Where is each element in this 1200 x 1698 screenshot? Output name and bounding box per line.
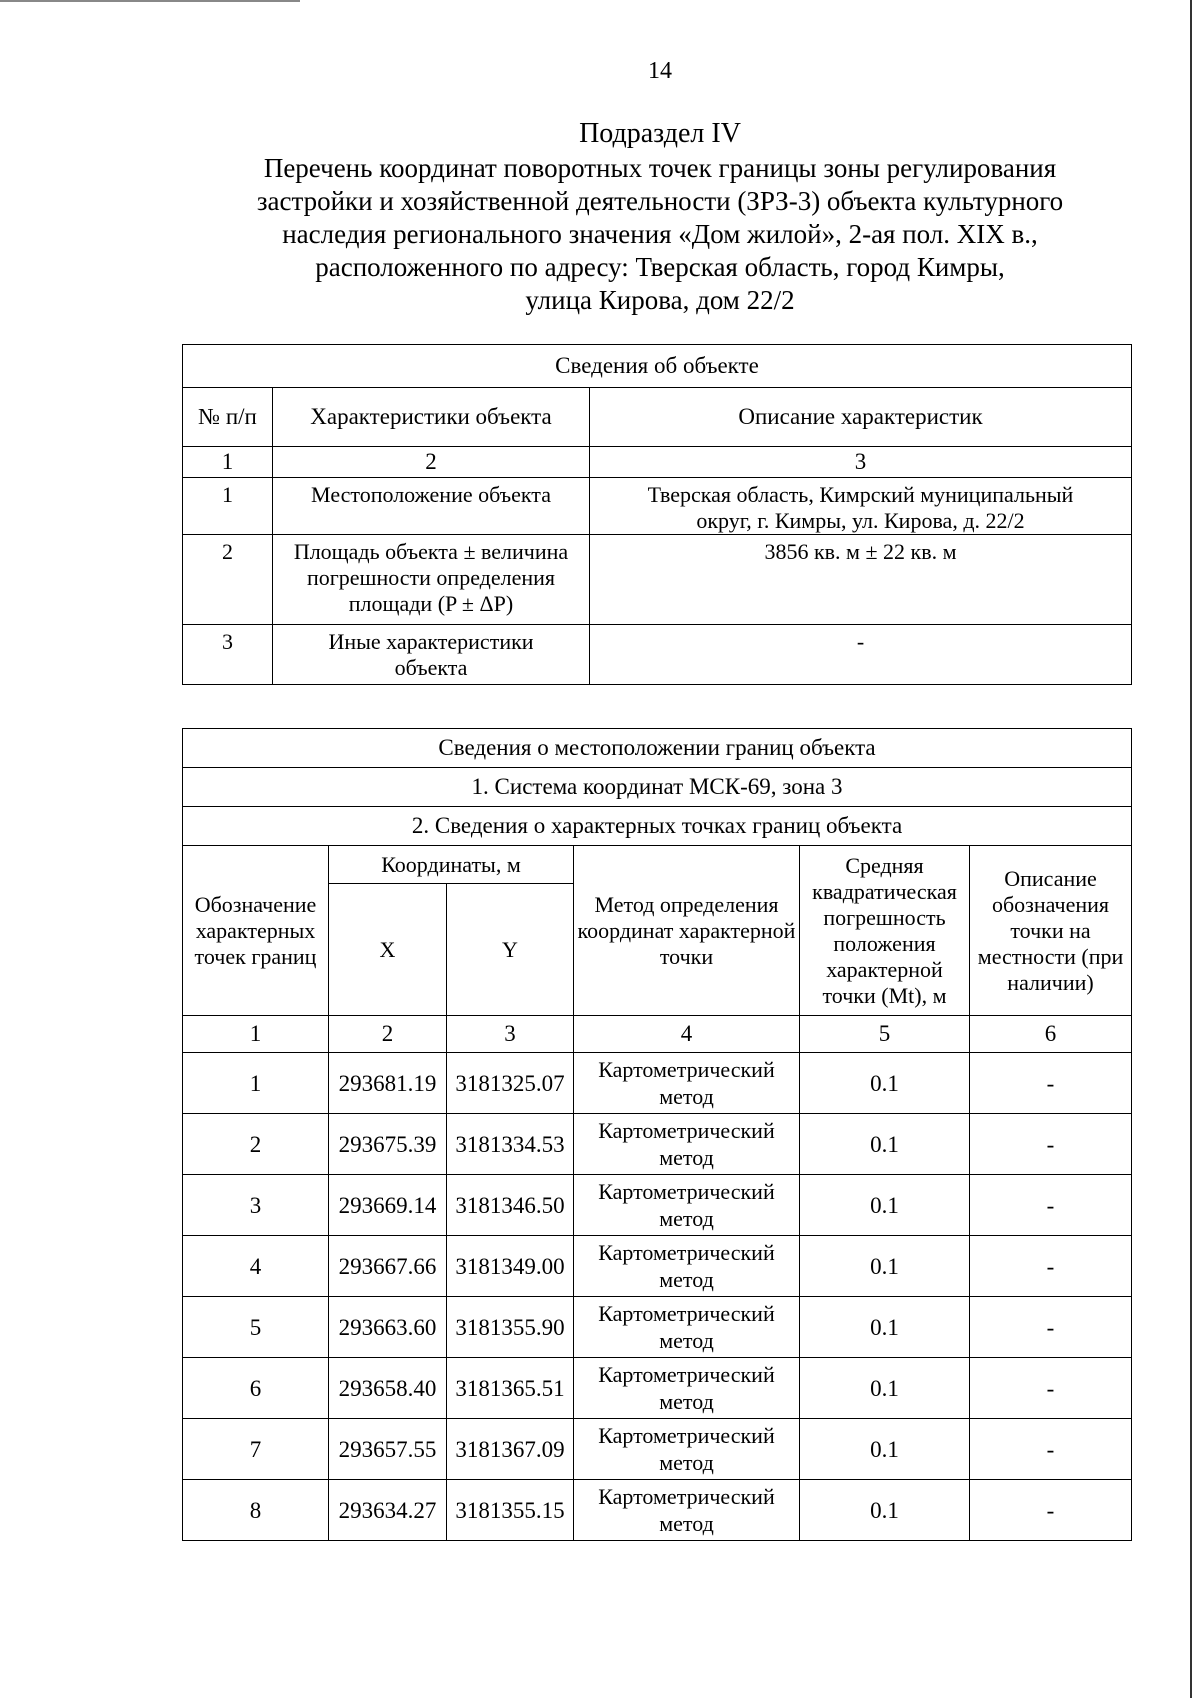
point-number: 2 [183, 1114, 329, 1175]
table-row [183, 1114, 1132, 1175]
point-y: 3181349.00 [447, 1236, 574, 1297]
point-description: - [970, 1358, 1132, 1419]
point-error: 0.1 [800, 1419, 970, 1480]
table-row [183, 1419, 1132, 1480]
scan-edge-top [0, 0, 300, 2]
point-y: 3181334.53 [447, 1114, 574, 1175]
point-x: 293675.39 [329, 1114, 447, 1175]
header-x: X [329, 884, 447, 1016]
point-y: 3181355.15 [447, 1480, 574, 1541]
point-method: Картометрический метод [574, 1114, 800, 1175]
point-x: 293634.27 [329, 1480, 447, 1541]
point-description: - [970, 1297, 1132, 1358]
page-number: 14 [648, 58, 672, 84]
table-row [183, 478, 1132, 535]
point-method: Картометрический метод [574, 1480, 800, 1541]
point-y: 3181365.51 [447, 1358, 574, 1419]
scan-edge-right [1190, 0, 1192, 1698]
row-number: 2 [183, 535, 273, 625]
row-description: Тверская область, Кимрский муниципальный округ, г. Кимры, ул. Кирова, д. 22/2 [590, 478, 1132, 535]
point-x: 293669.14 [329, 1175, 447, 1236]
point-error: 0.1 [800, 1358, 970, 1419]
point-number: 8 [183, 1480, 329, 1541]
point-x: 293681.19 [329, 1053, 447, 1114]
point-error: 0.1 [800, 1480, 970, 1541]
point-number: 7 [183, 1419, 329, 1480]
point-x: 293658.40 [329, 1358, 447, 1419]
point-description: - [970, 1114, 1132, 1175]
points-caption: 2. Сведения о характерных точках границ объекта [183, 807, 1132, 846]
coordinates-table [182, 728, 1132, 1541]
point-number: 5 [183, 1297, 329, 1358]
header-point-description: Описание обозначения точки на местности (при наличии) [970, 846, 1132, 1016]
header-number: № п/п [183, 388, 273, 447]
point-description: - [970, 1236, 1132, 1297]
point-error: 0.1 [800, 1236, 970, 1297]
point-error: 0.1 [800, 1114, 970, 1175]
header-description: Описание характеристик [590, 388, 1132, 447]
column-number: 4 [574, 1016, 800, 1053]
column-number: 3 [447, 1016, 574, 1053]
header-method: Метод определения координат характерной точки [574, 846, 800, 1016]
point-y: 3181346.50 [447, 1175, 574, 1236]
table-row [183, 1480, 1132, 1541]
point-description: - [970, 1053, 1132, 1114]
header-y: Y [447, 884, 574, 1016]
point-x: 293667.66 [329, 1236, 447, 1297]
point-number: 6 [183, 1358, 329, 1419]
point-number: 4 [183, 1236, 329, 1297]
point-x: 293663.60 [329, 1297, 447, 1358]
heading-line: наследия регионального значения «Дом жилой», 2-ая пол. XIX в., [282, 219, 1038, 249]
column-number: 3 [590, 447, 1132, 478]
point-number: 3 [183, 1175, 329, 1236]
column-number: 5 [800, 1016, 970, 1053]
column-number: 2 [329, 1016, 447, 1053]
point-method: Картометрический метод [574, 1358, 800, 1419]
header-coordinates: Координаты, м [329, 846, 574, 884]
point-error: 0.1 [800, 1053, 970, 1114]
heading-line: улица Кирова, дом 22/2 [525, 285, 795, 315]
table-row [183, 535, 1132, 625]
point-description: - [970, 1480, 1132, 1541]
table-row [183, 1297, 1132, 1358]
row-characteristic: Площадь объекта ± величина погрешности определения площади (P ± ΔP) [273, 535, 590, 625]
subsection-title: Подраздел IV [579, 118, 741, 149]
column-number: 1 [183, 447, 273, 478]
column-number: 1 [183, 1016, 329, 1053]
header-designation: Обозначение характерных точек границ [183, 846, 329, 1016]
row-number: 1 [183, 478, 273, 535]
header-characteristic: Характеристики объекта [273, 388, 590, 447]
point-method: Картометрический метод [574, 1297, 800, 1358]
header-error: Средняя квадратическая погрешность положения характерной точки (Mt), м [800, 846, 970, 1016]
table-row [183, 1358, 1132, 1419]
object-table-caption: Сведения об объекте [183, 345, 1132, 388]
coordinate-system: 1. Система координат МСК-69, зона 3 [183, 768, 1132, 807]
document-heading [180, 152, 1140, 317]
heading-line: застройки и хозяйственной деятельности (ЗРЗ-3) объекта культурного [256, 186, 1064, 216]
table-row [183, 1053, 1132, 1114]
point-number: 1 [183, 1053, 329, 1114]
point-description: - [970, 1175, 1132, 1236]
point-method: Картометрический метод [574, 1053, 800, 1114]
column-number: 2 [273, 447, 590, 478]
point-method: Картометрический метод [574, 1175, 800, 1236]
coords-table-caption: Сведения о местоположении границ объекта [183, 729, 1132, 768]
point-y: 3181355.90 [447, 1297, 574, 1358]
point-error: 0.1 [800, 1175, 970, 1236]
row-characteristic: Местоположение объекта [273, 478, 590, 535]
table-row [183, 1236, 1132, 1297]
point-description: - [970, 1419, 1132, 1480]
point-method: Картометрический метод [574, 1419, 800, 1480]
row-description: 3856 кв. м ± 22 кв. м [590, 535, 1132, 625]
table-row [183, 625, 1132, 685]
heading-line: расположенного по адресу: Тверская область, город Кимры, [315, 252, 1005, 282]
row-characteristic: Иные характеристики объекта [273, 625, 590, 685]
row-description: - [590, 625, 1132, 685]
point-method: Картометрический метод [574, 1236, 800, 1297]
point-y: 3181325.07 [447, 1053, 574, 1114]
object-info-table [182, 344, 1132, 685]
point-x: 293657.55 [329, 1419, 447, 1480]
row-number: 3 [183, 625, 273, 685]
column-number: 6 [970, 1016, 1132, 1053]
point-error: 0.1 [800, 1297, 970, 1358]
table-row [183, 1175, 1132, 1236]
point-y: 3181367.09 [447, 1419, 574, 1480]
heading-line: Перечень координат поворотных точек границы зоны регулирования [263, 153, 1057, 183]
